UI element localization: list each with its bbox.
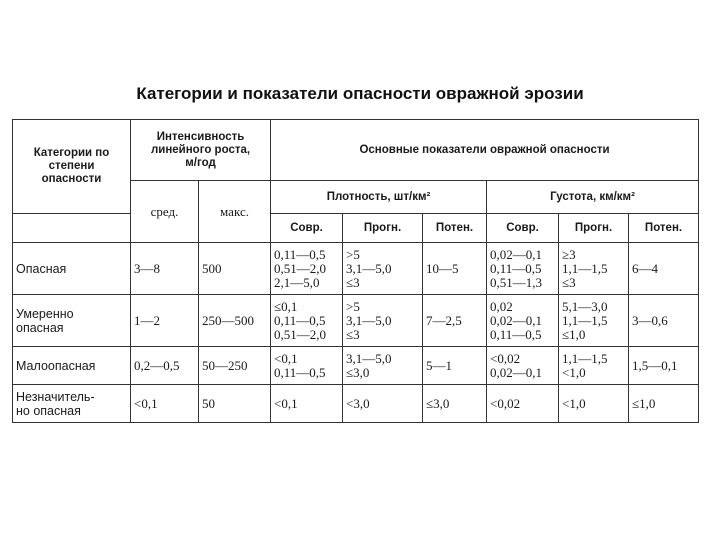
value-line: 0,02 bbox=[490, 298, 513, 314]
row-density-prog bbox=[343, 385, 423, 423]
header-category-line: Категории по bbox=[33, 147, 110, 159]
header-category-line: степени bbox=[48, 160, 95, 172]
header-density-prog: Прогн. bbox=[343, 214, 423, 243]
value-line: <1,0 bbox=[562, 364, 586, 380]
value-line: <0,1 bbox=[274, 350, 298, 366]
header-avg: сред. bbox=[131, 181, 199, 243]
header-intensity-line: линейного роста, bbox=[150, 143, 251, 156]
header-max: макс. bbox=[199, 181, 271, 243]
row-density-cur bbox=[271, 385, 343, 423]
table-row bbox=[13, 385, 699, 423]
row-density-pot: ≤3,0 bbox=[423, 385, 487, 423]
row-max: 50—250 bbox=[199, 347, 271, 385]
value-line: 3,1—5,0 bbox=[346, 350, 392, 366]
table-title: Категории и показатели опасности овражной эрозии bbox=[136, 84, 584, 103]
value-line: <0,02 bbox=[490, 350, 521, 366]
value-line: 0,02—0,1 bbox=[490, 364, 543, 380]
header-thickness-cur: Совр. bbox=[487, 214, 559, 243]
row-thickness-cur bbox=[487, 243, 559, 295]
value-line: 0,11—0,5 bbox=[490, 326, 542, 342]
table-row bbox=[13, 243, 699, 295]
value-line: 0,11—0,5 bbox=[490, 260, 542, 276]
row-category bbox=[13, 243, 131, 295]
row-thickness-cur bbox=[487, 295, 559, 347]
row-density-cur bbox=[271, 347, 343, 385]
value-line: <1,0 bbox=[562, 395, 586, 411]
row-category-line: Умеренно bbox=[16, 306, 74, 321]
header-row-1 bbox=[13, 120, 699, 181]
row-density-pot: 5—1 bbox=[423, 347, 487, 385]
header-density-pot: Потен. bbox=[423, 214, 487, 243]
value-line: 1,1—1,5 bbox=[562, 350, 608, 366]
value-line: 0,02—0,1 bbox=[490, 246, 543, 262]
header-intensity-line: м/год bbox=[185, 156, 216, 169]
value-line: >5 bbox=[346, 246, 360, 262]
row-category bbox=[13, 295, 131, 347]
value-line: ≤1,0 bbox=[562, 326, 586, 342]
row-density-prog bbox=[343, 295, 423, 347]
value-line: 2,1—5,0 bbox=[274, 274, 320, 290]
header-category-line: опасности bbox=[41, 173, 102, 185]
value-line: 1,1—1,5 bbox=[562, 260, 608, 276]
header-thickness: Густота, км/км² bbox=[487, 181, 699, 214]
row-thickness-cur bbox=[487, 347, 559, 385]
header-thickness-pot: Потен. bbox=[629, 214, 699, 243]
value-line: ≤3 bbox=[562, 274, 576, 290]
row-density-prog bbox=[343, 243, 423, 295]
value-line: ≤3,0 bbox=[346, 364, 370, 380]
value-line: 0,02—0,1 bbox=[490, 312, 543, 328]
row-thickness-cur bbox=[487, 385, 559, 423]
table-row bbox=[13, 295, 699, 347]
header-intensity bbox=[131, 120, 271, 181]
header-indicators: Основные показатели овражной опасности bbox=[271, 120, 699, 181]
header-category-spacer bbox=[13, 214, 131, 243]
value-line: 0,51—2,0 bbox=[274, 326, 327, 342]
value-line: 0,11—0,5 bbox=[274, 312, 326, 328]
row-avg: 0,2—0,5 bbox=[131, 347, 199, 385]
row-thickness-prog bbox=[559, 385, 629, 423]
row-density-cur bbox=[271, 243, 343, 295]
header-density-cur: Совр. bbox=[271, 214, 343, 243]
value-line: 1,1—1,5 bbox=[562, 312, 608, 328]
row-density-pot: 10—5 bbox=[423, 243, 487, 295]
value-line: ≥3 bbox=[562, 246, 576, 262]
row-thickness-pot: 6—4 bbox=[629, 243, 699, 295]
value-line: 0,51—2,0 bbox=[274, 260, 327, 276]
row-thickness-prog bbox=[559, 347, 629, 385]
row-thickness-pot: 1,5—0,1 bbox=[629, 347, 699, 385]
value-line: 5,1—3,0 bbox=[562, 298, 608, 314]
value-line: 3,1—5,0 bbox=[346, 260, 392, 276]
row-thickness-pot: ≤1,0 bbox=[629, 385, 699, 423]
row-avg: 1—2 bbox=[131, 295, 199, 347]
row-density-cur bbox=[271, 295, 343, 347]
value-line: >5 bbox=[346, 298, 360, 314]
table-row bbox=[13, 347, 699, 385]
erosion-table bbox=[12, 119, 699, 423]
value-line: <0,02 bbox=[490, 395, 521, 411]
header-density: Плотность, шт/км² bbox=[271, 181, 487, 214]
value-line: 0,11—0,5 bbox=[274, 246, 326, 262]
value-line: 0,11—0,5 bbox=[274, 364, 326, 380]
row-thickness-pot: 3—0,6 bbox=[629, 295, 699, 347]
row-max: 250—500 bbox=[199, 295, 271, 347]
row-thickness-prog bbox=[559, 295, 629, 347]
row-category-line: Малоопасная bbox=[16, 358, 96, 373]
header-thickness-prog: Прогн. bbox=[559, 214, 629, 243]
value-line: 0,51—1,3 bbox=[490, 274, 543, 290]
row-category bbox=[13, 347, 131, 385]
row-category-line: но опасная bbox=[16, 403, 81, 418]
row-category-line: Опасная bbox=[16, 261, 67, 276]
row-avg: 3—8 bbox=[131, 243, 199, 295]
row-avg: <0,1 bbox=[131, 385, 199, 423]
row-density-pot: 7—2,5 bbox=[423, 295, 487, 347]
value-line: ≤3 bbox=[346, 326, 360, 342]
header-row-3 bbox=[13, 214, 699, 243]
row-max: 50 bbox=[199, 385, 271, 423]
value-line: ≤0,1 bbox=[274, 298, 298, 314]
row-thickness-prog bbox=[559, 243, 629, 295]
header-category bbox=[13, 120, 131, 214]
row-category-line: Незначитель- bbox=[16, 389, 95, 404]
row-category bbox=[13, 385, 131, 423]
value-line: 3,1—5,0 bbox=[346, 312, 392, 328]
row-max: 500 bbox=[199, 243, 271, 295]
header-intensity-line: Интенсивность bbox=[156, 130, 245, 143]
row-density-prog bbox=[343, 347, 423, 385]
row-category-line: опасная bbox=[16, 320, 64, 335]
value-line: <3,0 bbox=[346, 395, 370, 411]
value-line: ≤3 bbox=[346, 274, 360, 290]
value-line: <0,1 bbox=[274, 395, 298, 411]
